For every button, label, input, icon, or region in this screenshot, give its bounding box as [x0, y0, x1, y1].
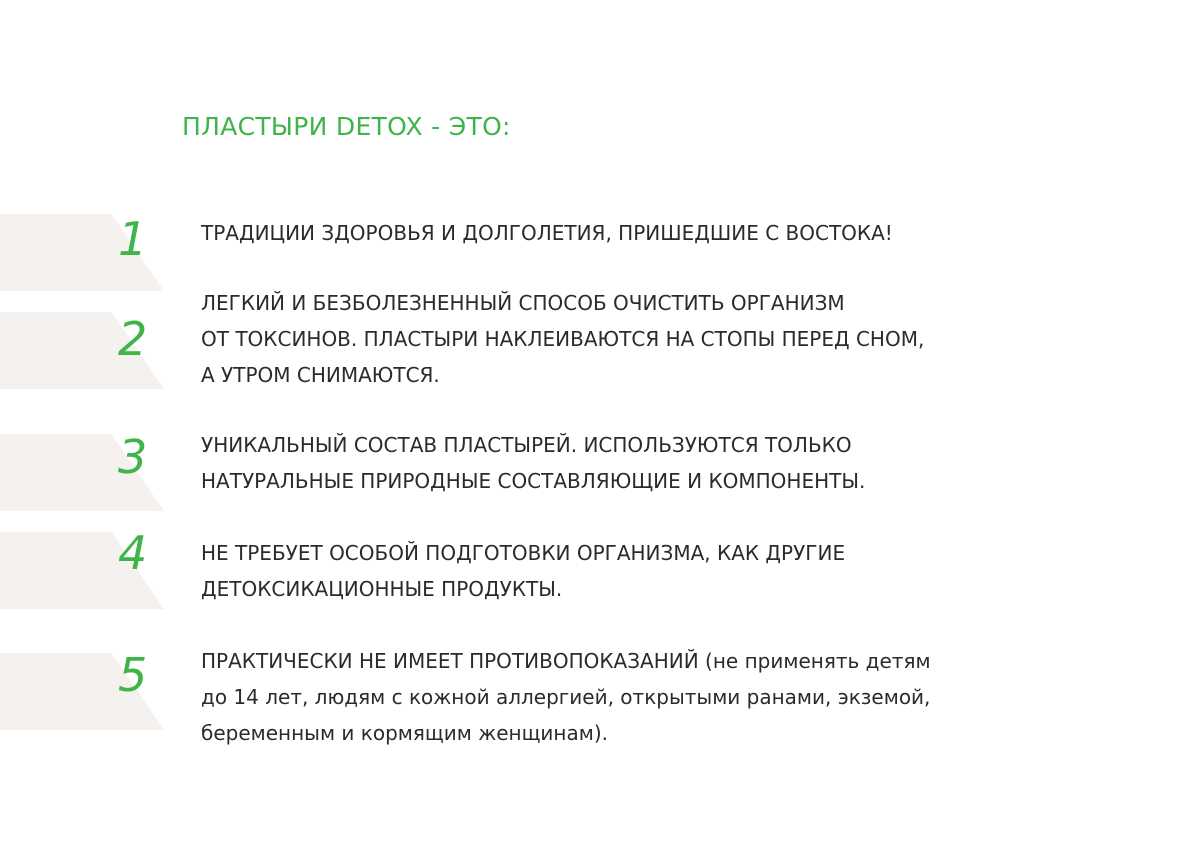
- item-number-4: 4: [118, 526, 148, 580]
- list-item-1: [201, 215, 1021, 251]
- item-number-3: 3: [118, 430, 148, 484]
- page-title: ПЛАСТЫРИ DETOX - ЭТО:: [182, 112, 511, 141]
- list-item-5: [201, 643, 1021, 751]
- list-item-line: ЛЕГКИЙ И БЕЗБОЛЕЗНЕННЫЙ СПОСОБ ОЧИСТИТЬ ОРГАНИЗМ: [201, 291, 845, 315]
- list-item-line: ОТ ТОКСИНОВ. ПЛАСТЫРИ НАКЛЕИВАЮТСЯ НА СТОПЫ ПЕРЕД СНОМ,: [201, 327, 925, 351]
- list-item-line: ДЕТОКСИКАЦИОННЫЕ ПРОДУКТЫ.: [201, 577, 563, 601]
- list-item-line: УНИКАЛЬНЫЙ СОСТАВ ПЛАСТЫРЕЙ. ИСПОЛЬЗУЮТСЯ ТОЛЬКО: [201, 433, 852, 457]
- item-number-1: 1: [118, 212, 148, 266]
- item-number-2: 2: [118, 312, 148, 366]
- list-item-line: НЕ ТРЕБУЕТ ОСОБОЙ ПОДГОТОВКИ ОРГАНИЗМА, КАК ДРУГИЕ: [201, 541, 846, 565]
- list-item-line: А УТРОМ СНИМАЮТСЯ.: [201, 363, 440, 387]
- list-item-line: до 14 лет, людям с кожной аллергией, открытыми ранами, экземой,: [201, 685, 931, 709]
- list-item-2: [201, 285, 1021, 393]
- list-item-line: беременным и кормящим женщинам).: [201, 721, 609, 745]
- item-number-5: 5: [118, 648, 148, 702]
- list-item-line: НАТУРАЛЬНЫЕ ПРИРОДНЫЕ СОСТАВЛЯЮЩИЕ И КОМПОНЕНТЫ.: [201, 469, 866, 493]
- list-item-3: [201, 427, 1021, 499]
- list-item-4: [201, 535, 1021, 607]
- list-item-line: ПРАКТИЧЕСКИ НЕ ИМЕЕТ ПРОТИВОПОКАЗАНИЙ (не применять детям: [201, 649, 931, 673]
- list-item-line: ТРАДИЦИИ ЗДОРОВЬЯ И ДОЛГОЛЕТИЯ, ПРИШЕДШИЕ С ВОСТОКА!: [201, 221, 893, 245]
